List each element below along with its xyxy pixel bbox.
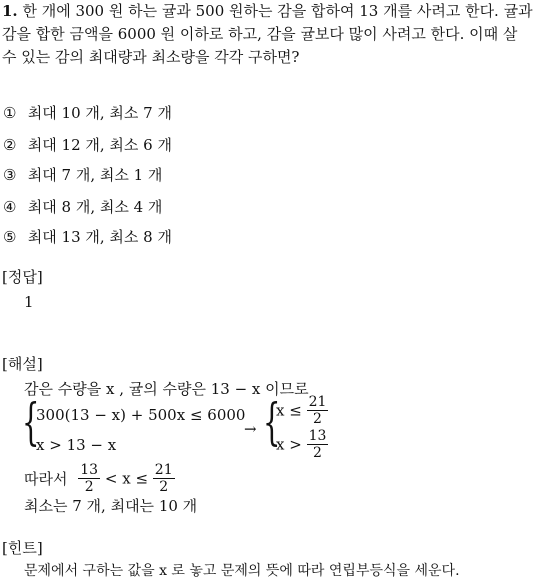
problem-statement [2, 0, 534, 69]
system2-line1-left: x ≤ [276, 401, 302, 420]
fraction-denominator: 2 [307, 410, 329, 427]
choice-text: 최대 13 개, 최소 8 개 [27, 228, 172, 246]
choice-marker: ⑤ [3, 228, 17, 246]
conclusion-middle: < x ≤ [104, 469, 149, 488]
system1-line1: 300(13 − x) + 500x ≤ 6000 [36, 406, 246, 424]
fraction-denominator: 2 [307, 444, 329, 461]
arrow: → [244, 420, 257, 438]
system2-line1-fraction [307, 394, 329, 427]
conclusion-right-fraction [153, 462, 175, 495]
fraction-numerator: 13 [80, 462, 99, 478]
choice-marker: ④ [3, 198, 17, 216]
choice-text: 최대 7 개, 최소 1 개 [27, 166, 163, 184]
system2-line2-fraction [307, 428, 329, 461]
explanation-line1: 감은 수량을 x , 귤의 수량은 13 − x 이므로 [24, 380, 309, 398]
system2-line2 [276, 428, 328, 461]
explanation-final: 최소는 7 개, 최대는 10 개 [24, 497, 198, 515]
problem-text: 한 개에 300 원 하는 귤과 500 원하는 감을 합하여 13 개를 사려고 한다. 귤과 감을 합한 금액을 6000 원 이하로 하고, 감을 귤보다 많이 사려고 한다. 이때 살 수 있는 감의 최대량과 최소량을 각각 구하면? [2, 2, 533, 66]
choice-marker: ② [3, 136, 17, 154]
left-brace: { [22, 393, 40, 451]
fraction-numerator: 21 [308, 394, 327, 410]
conclusion-prefix: 따라서 [24, 470, 68, 488]
explanation-heading: [해설] [2, 355, 43, 373]
fraction-denominator: 2 [153, 478, 175, 495]
system2-line1 [276, 394, 328, 427]
system1-line2: x > 13 − x [36, 436, 117, 454]
hint-heading: [힌트] [2, 539, 43, 557]
fraction-numerator: 21 [154, 462, 173, 478]
choice-marker: ① [3, 104, 17, 122]
system2-line2-left: x > [276, 435, 302, 454]
choice-text: 최대 10 개, 최소 7 개 [27, 104, 172, 122]
choice-1[interactable] [3, 102, 172, 123]
conclusion-inequality [24, 462, 175, 495]
answer-heading: [정답] [2, 268, 43, 286]
choice-5[interactable] [3, 226, 172, 247]
choice-marker: ③ [3, 166, 17, 184]
fraction-denominator: 2 [78, 478, 100, 495]
choice-4[interactable] [3, 196, 162, 217]
choice-text: 최대 8 개, 최소 4 개 [27, 198, 163, 216]
conclusion-left-fraction [78, 462, 100, 495]
problem-number: 1. [2, 2, 18, 20]
right-brace: { [263, 393, 281, 451]
fraction-numerator: 13 [308, 428, 327, 444]
choice-3[interactable] [3, 164, 162, 185]
hint-text: 문제에서 구하는 값을 x 로 놓고 문제의 뜻에 따라 연립부등식을 세운다. [24, 563, 460, 579]
answer-value: 1 [24, 293, 34, 311]
choice-2[interactable] [3, 134, 172, 155]
choice-text: 최대 12 개, 최소 6 개 [27, 136, 172, 154]
